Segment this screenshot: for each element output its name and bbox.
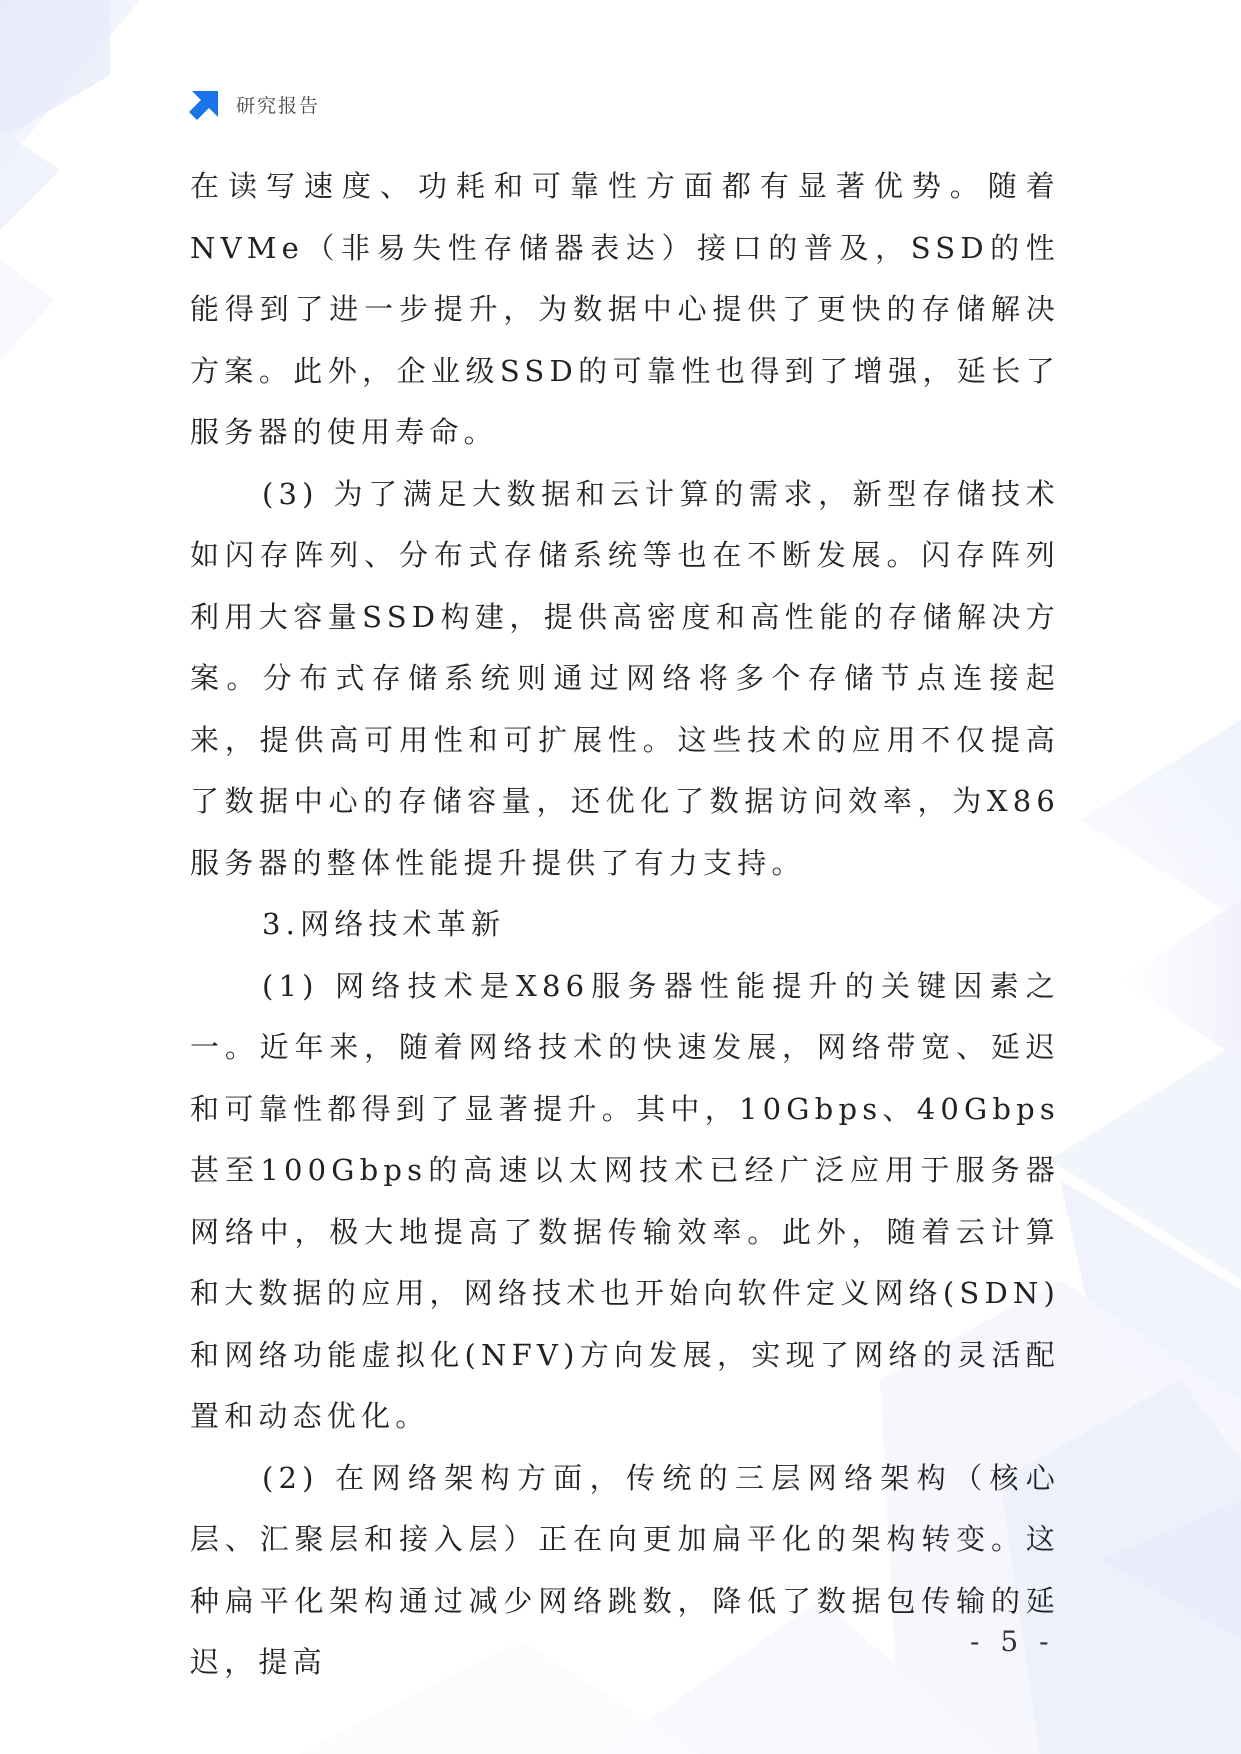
paragraph-continuation: 在读写速度、功耗和可靠性方面都有显著优势。随着NVMe（非易失性存储器表达）接口的普及，SSD的性能得到了进一步提升，为数据中心提供了更快的存储解决方案。此外，企业级SSD的可靠性也得到了增强，延长了服务器的使用寿命。 <box>190 169 1060 449</box>
paragraph-network-2: (2) 在网络架构方面，传统的三层网络架构（核心层、汇聚层和接入层）正在向更加扁平化的架构转变。这种扁平化架构通过减少网络跳数，降低了数据包传输的延迟，提高 <box>190 1460 1060 1679</box>
document-body <box>190 156 1060 1694</box>
arrow-up-right-icon <box>188 87 222 121</box>
paragraph-storage-3: (3) 为了满足大数据和云计算的需求，新型存储技术如闪存阵列、分布式存储系统等也在不断发展。闪存阵列利用大容量SSD构建，提供高密度和高性能的存储解决方案。分布式存储系统则通过网络将多个存储节点连接起来，提供高可用性和可扩展性。这些技术的应用不仅提高了数据中心的存储容量，还优化了数据访问效率，为X86服务器的整体性能提升提供了有力支持。 <box>190 476 1060 880</box>
page-number: - 5 - <box>970 1625 1055 1658</box>
section-heading-network: 3.网络技术革新 <box>262 907 506 941</box>
report-header <box>188 86 320 122</box>
header-title: 研究报告 <box>236 94 321 117</box>
paragraph-network-1: (1) 网络技术是X86服务器性能提升的关键因素之一。近年来，随着网络技术的快速发展，网络带宽、延迟和可靠性都得到了显著提升。其中，10Gbps、40Gbps甚至100Gbps的高速以太网技术已经广泛应用于服务器网络中，极大地提高了数据传输效率。此外，随着云计算和大数据的应用，网络技术也开始向软件定义网络(SDN)和网络功能虚拟化(NFV)方向发展，实现了网络的灵活配置和动态优化。 <box>190 968 1060 1433</box>
